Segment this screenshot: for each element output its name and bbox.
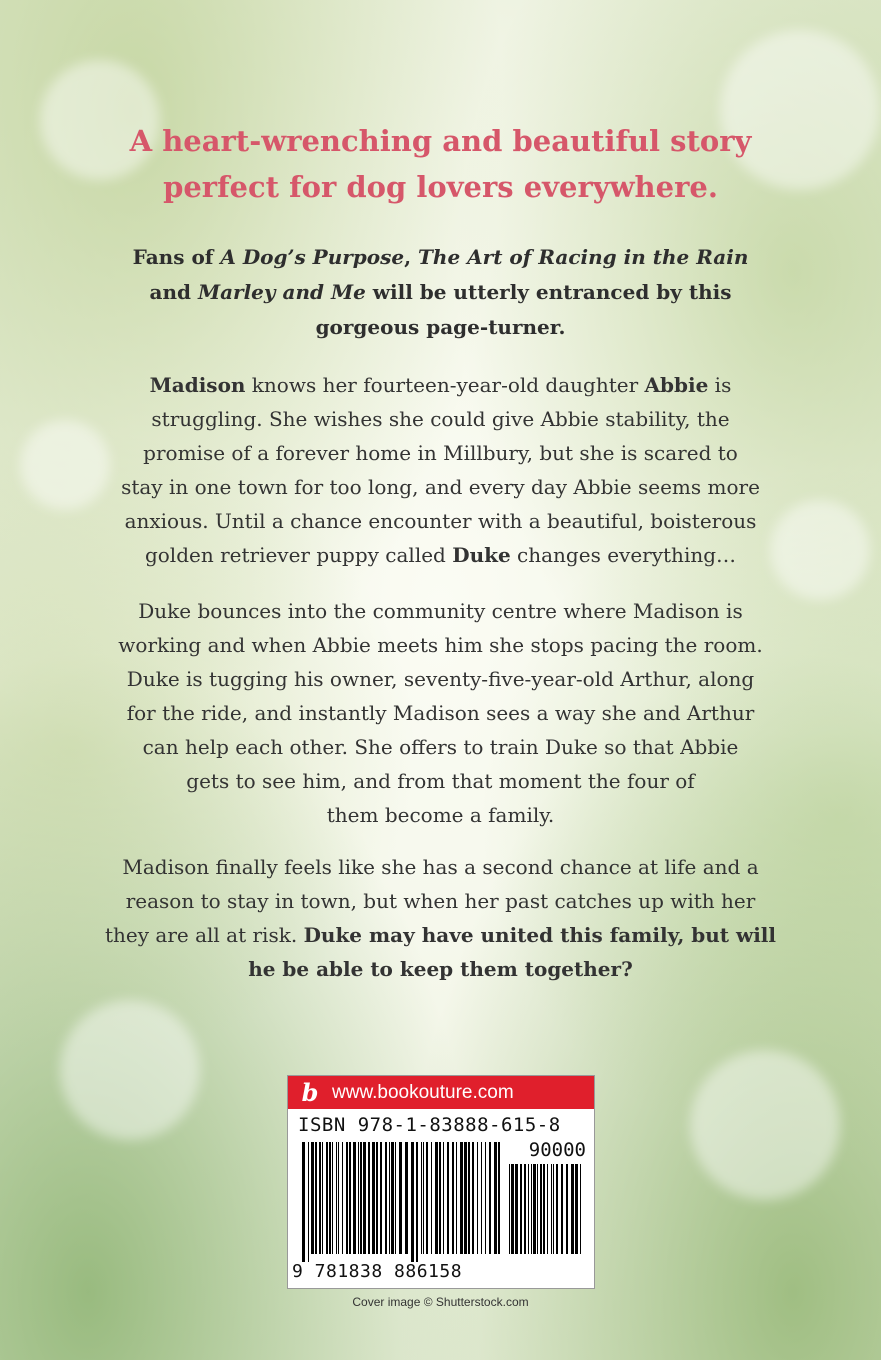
p3-line-4: he be able to keep them together?: [248, 957, 633, 981]
p3-line-1: Madison finally feels like she has a second chance at life and a: [122, 855, 759, 879]
cover-credit: Cover image © Shutterstock.com: [352, 1295, 529, 1309]
tagline: [0, 118, 881, 210]
barcode-bar: [376, 1142, 378, 1254]
barcode-bar: [485, 1142, 486, 1254]
barcode-block: [287, 1075, 595, 1289]
barcode-bar: [329, 1142, 331, 1254]
barcode-bar: [435, 1142, 438, 1254]
barcode-bar: [380, 1142, 382, 1254]
barcode-bar: [416, 1142, 418, 1262]
name-duke: Duke: [452, 543, 511, 567]
barcode-bar: [531, 1164, 532, 1254]
tagline-line-2: perfect for dog lovers everywhere.: [163, 170, 718, 204]
barcode-bar: [395, 1142, 396, 1254]
publisher-url: www.bookouture.com: [332, 1081, 514, 1103]
barcode-bar: [537, 1164, 538, 1254]
barcode-bar: [372, 1142, 375, 1254]
barcode-bar: [336, 1142, 337, 1254]
barcode-bar: [481, 1142, 482, 1254]
fans-suffix: will be utterly entranced by this: [365, 280, 732, 304]
p3-line-3a: they are all at risk.: [105, 923, 304, 947]
title-art-of-racing: The Art of Racing in the Rain: [418, 245, 749, 269]
barcode-bar: [489, 1142, 491, 1254]
barcode-bar: [460, 1142, 463, 1254]
synopsis-paragraph-3: [0, 850, 881, 986]
fans-sep: ,: [404, 245, 419, 269]
barcode-bar: [524, 1164, 526, 1254]
p1-text-2: is: [708, 373, 732, 397]
barcode-bar: [391, 1142, 394, 1254]
barcode-bar: [405, 1142, 408, 1254]
p1-line-6a: golden retriever puppy called: [144, 543, 453, 567]
barcode-bar: [338, 1142, 339, 1254]
p1-line-3: promise of a forever home in Millbury, but she is scared to: [143, 441, 738, 465]
barcode-bar: [509, 1164, 510, 1254]
barcode-bar: [571, 1164, 574, 1254]
tagline-line-1: A heart-wrenching and beautiful story: [129, 124, 752, 158]
barcode-bar: [322, 1142, 323, 1254]
bookouture-logo-icon: b: [301, 1077, 319, 1107]
ean-digits: 9 781838 886158: [292, 1261, 463, 1282]
synopsis-paragraph-1: [0, 368, 881, 572]
barcode-bar: [511, 1164, 514, 1254]
p1-line-5: anxious. Until a chance encounter with a beautiful, boisterous: [124, 509, 757, 533]
barcode-bar: [315, 1142, 317, 1254]
p2-line-6: gets to see him, and from that moment the four of: [186, 769, 695, 793]
barcode-bar: [494, 1142, 497, 1254]
barcode-bar: [556, 1164, 558, 1254]
barcode-bar: [360, 1142, 362, 1254]
name-madison: Madison: [149, 373, 246, 397]
barcode-bar: [421, 1142, 422, 1254]
barcode-bar: [515, 1164, 518, 1254]
barcode-bar: [477, 1142, 478, 1254]
barcode-bar: [349, 1142, 351, 1254]
price-code: 90000: [528, 1139, 586, 1161]
p1-text-1: knows her fourteen-year-old daughter: [245, 373, 645, 397]
barcode-bar: [302, 1142, 305, 1262]
barcode-bar: [423, 1142, 424, 1254]
barcode-bar: [443, 1142, 444, 1254]
p2-line-3: Duke is tugging his owner, seventy-five-year-old Arthur, along: [126, 667, 755, 691]
barcode-bar: [456, 1142, 457, 1254]
barcode-bar: [520, 1164, 522, 1254]
barcode-bar: [385, 1142, 387, 1254]
p2-line-5: can help each other. She offers to train Duke so that Abbie: [142, 735, 739, 759]
barcode-bar: [566, 1164, 568, 1254]
barcode-bar: [308, 1142, 309, 1262]
barcode-bar: [580, 1164, 581, 1254]
barcode-bar: [533, 1164, 536, 1254]
barcode-bar: [452, 1142, 454, 1254]
barcode-bar: [426, 1142, 428, 1254]
p2-line-2: working and when Abbie meets him she stops pacing the room.: [118, 633, 763, 657]
barcode-bar: [332, 1142, 333, 1254]
barcode-bar: [342, 1142, 343, 1254]
barcode-bar: [551, 1164, 552, 1254]
ean-barcode: [302, 1142, 506, 1262]
p2-line-1: Duke bounces into the community centre where Madison is: [138, 599, 743, 623]
fans-mid: and: [149, 280, 198, 304]
isbn-text: ISBN 978-1-83888-615-8: [298, 1114, 561, 1136]
p2-line-4: for the ride, and instantly Madison sees a way she and Arthur: [126, 701, 755, 725]
p1-line-2: struggling. She wishes she could give Abbie stability, the: [151, 407, 730, 431]
title-marley-and-me: Marley and Me: [197, 280, 366, 304]
barcode-bar: [389, 1142, 390, 1254]
barcode-bar: [431, 1142, 432, 1254]
barcode-bar: [447, 1142, 449, 1254]
barcode-bar: [399, 1142, 402, 1254]
barcode-bar: [553, 1164, 554, 1254]
barcode-bar: [439, 1142, 441, 1254]
barcode-bar: [363, 1142, 366, 1254]
fans-line-3: gorgeous page-turner.: [315, 315, 566, 339]
barcode-bar: [547, 1164, 548, 1254]
addon-barcode: [509, 1164, 589, 1262]
barcode-bar: [319, 1142, 321, 1254]
publisher-bar: [288, 1076, 594, 1109]
barcode-bar: [311, 1142, 314, 1254]
name-abbie: Abbie: [644, 373, 709, 397]
barcode-bar: [528, 1164, 529, 1254]
barcode-bar: [358, 1142, 359, 1254]
barcode-bar: [353, 1142, 356, 1254]
barcode-bar: [346, 1142, 348, 1254]
fans-prefix: Fans of: [132, 245, 221, 269]
p2-line-7: them become a family.: [326, 803, 555, 827]
barcode-bar: [540, 1164, 542, 1254]
barcode-bar: [575, 1164, 578, 1254]
barcode-bar: [561, 1164, 563, 1254]
barcode-bar: [326, 1142, 328, 1254]
synopsis-paragraph-2: [0, 594, 881, 832]
title-a-dogs-purpose: A Dog’s Purpose: [220, 245, 405, 269]
p3-line-2: reason to stay in town, but when her past catches up with her: [125, 889, 756, 913]
fans-blurb: [0, 240, 881, 345]
barcode-bar: [498, 1142, 500, 1254]
barcode-bar: [543, 1164, 545, 1254]
barcode-bar: [368, 1142, 370, 1254]
barcode-bar: [464, 1142, 467, 1254]
barcode-bar: [472, 1142, 474, 1254]
p1-line-4: stay in one town for too long, and every day Abbie seems more: [121, 475, 760, 499]
p3-line-3b: Duke may have united this family, but will: [303, 923, 776, 947]
p1-line-6b: changes everything…: [510, 543, 737, 567]
barcode-bar: [411, 1142, 414, 1262]
barcode-bar: [468, 1142, 470, 1254]
